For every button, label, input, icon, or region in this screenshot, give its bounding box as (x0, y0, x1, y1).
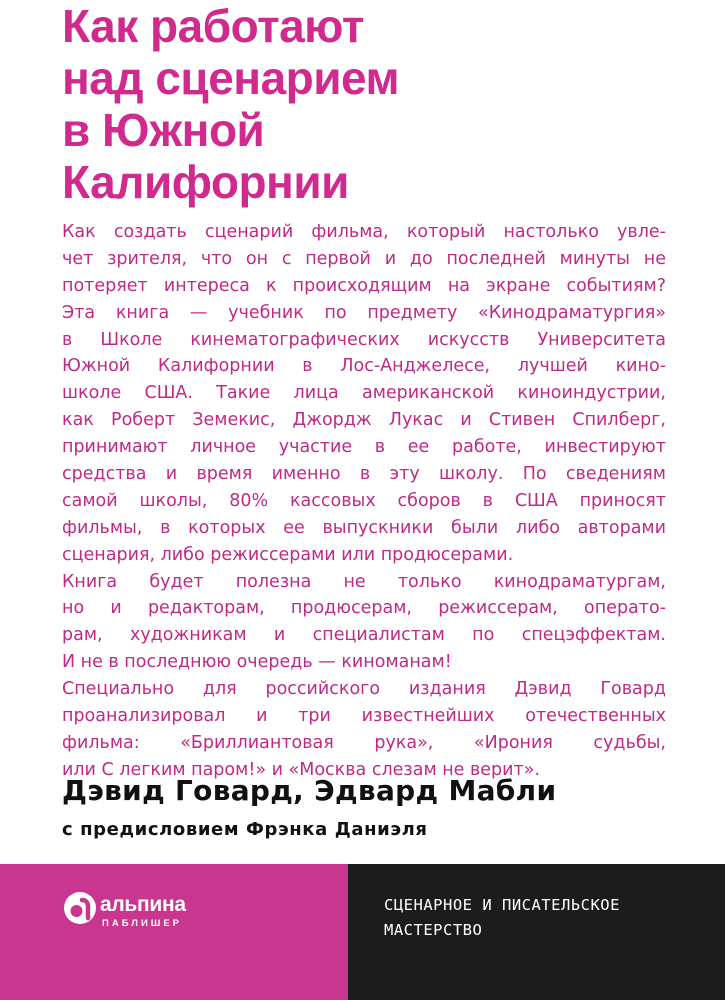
book-title (62, 0, 702, 208)
description-line: И не в последнюю очередь — киноманам! (62, 652, 452, 673)
description-line: Книга будет полезна не только кинодраматургам, (62, 571, 666, 592)
description-line: Как создать сценарий фильма, который настолько увле- (62, 222, 666, 242)
title-line: в Южной (62, 104, 265, 156)
description-line: принимают личное участие в ее работе, инвестируют (62, 437, 666, 458)
description-line: сценария, либо режиссерами или продюсерами. (62, 544, 514, 565)
description-line: фильмы, в которых ее выпускники были либо авторами (62, 517, 666, 538)
description-line: рам, художникам и специалистам по спецэффектам. (62, 625, 666, 646)
description-line: средства и время именно в эту школу. По сведениям (62, 464, 666, 485)
publisher-logo (62, 888, 212, 948)
title-line: Как работают (62, 0, 364, 52)
publisher-name: альпина (100, 893, 186, 916)
description-line: потеряет интереса к происходящим на экране событиям? (62, 275, 666, 296)
book-authors: Дэвид Говард, Эдвард Мабли (62, 774, 557, 807)
description-line: но и редакторам, продюсерам, режиссерам, операто- (62, 598, 666, 619)
series-line: МАСТЕРСТВО (384, 921, 483, 939)
description-line: фильма: «Бриллиантовая рука», «Ирония судьбы, (62, 732, 666, 753)
description-line: или С легким паром!» и «Москва слезам не верит». (62, 759, 541, 780)
description-line: самой школы, 80% кассовых сборов в США приносят (62, 490, 666, 511)
series-title (384, 893, 704, 943)
description-line: школе США. Такие лица американской киноиндустрии, (62, 383, 666, 404)
title-line: Калифорнии (62, 156, 349, 208)
series-line: СЦЕНАРНОЕ И ПИСАТЕЛЬСКОЕ (384, 896, 620, 914)
book-description (62, 219, 666, 784)
description-line: чет зрителя, что он с первой и до последней минуты не (62, 248, 666, 269)
book-foreword: с предисловием Фрэнка Даниэля (62, 819, 428, 840)
description-line: как Роберт Земекис, Джордж Лукас и Стивен Спилберг, (62, 410, 666, 431)
description-line: в Школе кинематографических искусств Университета (62, 329, 666, 350)
publisher-subtitle: ПАБЛИШЕР (102, 918, 182, 929)
description-line: Специально для российского издания Дэвид Говард (62, 679, 666, 700)
description-line: Эта книга — учебник по предмету «Кинодраматургия» (62, 302, 666, 323)
description-line: проанализировал и три известнейших отечественных (62, 706, 666, 727)
title-line: над сценарием (62, 52, 400, 104)
alpina-logo-icon (62, 890, 98, 926)
description-line: Южной Калифорнии в Лос-Анджелесе, лучшей кино- (62, 356, 666, 377)
